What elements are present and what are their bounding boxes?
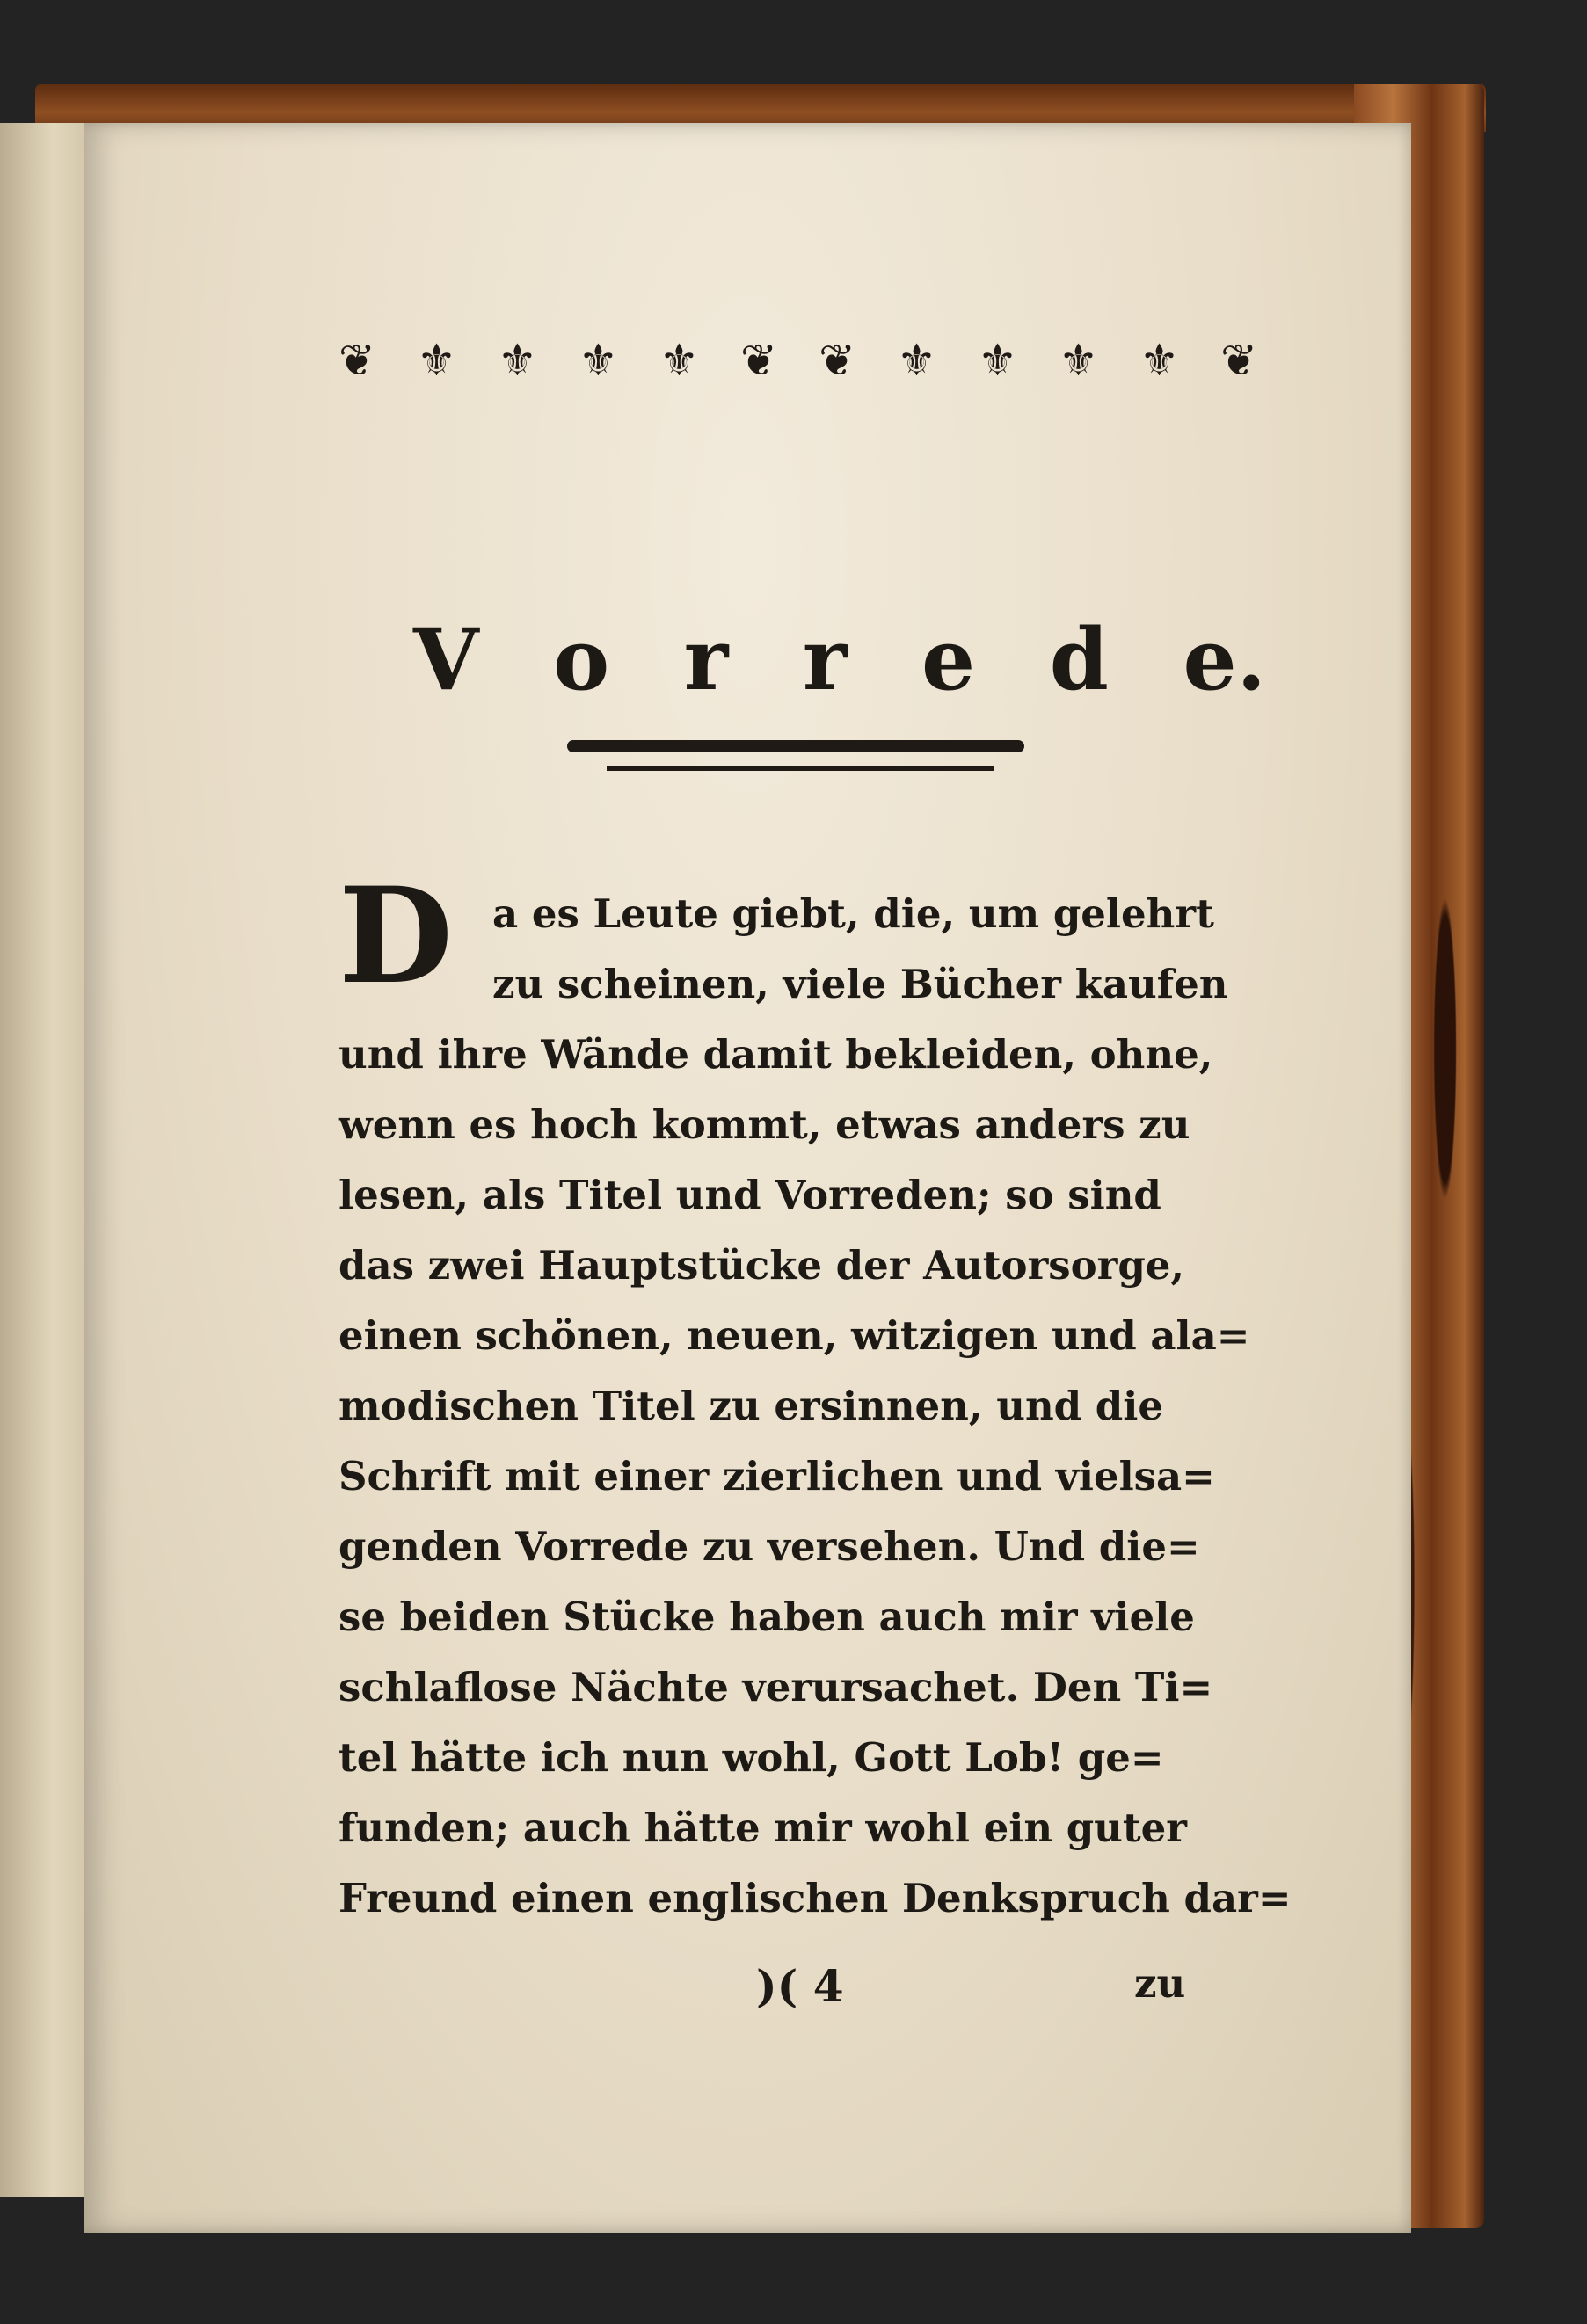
ornament-glyph: ⚜ xyxy=(897,335,936,386)
ornament-glyph: ⚜ xyxy=(1139,335,1179,386)
text-line: Freund einen englischen Denkspruch dar= xyxy=(339,1875,1292,1921)
title-letter: r xyxy=(802,609,848,709)
text-line: a es Leute giebt, die, um gelehrt xyxy=(492,890,1214,937)
drop-cap: D xyxy=(339,859,454,1013)
headpiece-ornament xyxy=(339,330,1257,391)
title-letter: e xyxy=(921,609,976,709)
text-line: tel hätte ich nun wohl, Gott Lob! ge= xyxy=(339,1734,1164,1781)
previous-page-edge xyxy=(0,123,97,2197)
ornament-glyph: ⚜ xyxy=(659,335,699,386)
text-line: Schrift mit einer zierlichen und vielsa= xyxy=(339,1453,1215,1500)
signature-mark: )( 4 xyxy=(756,1960,844,2012)
title-letter: e. xyxy=(1183,609,1266,709)
ornament-glyph: ❦ xyxy=(1220,335,1257,386)
page-title xyxy=(413,606,1266,712)
ornament-glyph: ❦ xyxy=(819,335,855,386)
text-line: schlaflose Nächte verursachet. Den Ti= xyxy=(339,1664,1213,1710)
text-line: einen schönen, neuen, witzigen und ala= xyxy=(339,1312,1250,1359)
title-letter: d xyxy=(1049,609,1109,709)
text-line: genden Vorrede zu versehen. Und die= xyxy=(339,1523,1200,1570)
text-line: das zwei Hauptstücke der Autorsorge, xyxy=(339,1242,1185,1289)
text-line: zu scheinen, viele Bücher kaufen xyxy=(492,961,1228,1007)
catchword: zu xyxy=(1134,1960,1186,2007)
ornament-glyph: ❦ xyxy=(339,335,375,386)
ornament-glyph: ⚜ xyxy=(417,335,456,386)
text-line: wenn es hoch kommt, etwas anders zu xyxy=(339,1101,1190,1148)
text-line: modischen Titel zu ersinnen, und die xyxy=(339,1383,1163,1429)
text-line: lesen, als Titel und Vorreden; so sind xyxy=(339,1172,1161,1218)
body-text xyxy=(339,879,1292,1934)
text-line: se beiden Stücke haben auch mir viele xyxy=(339,1594,1195,1640)
ornament-glyph: ⚜ xyxy=(579,335,618,386)
ornament-glyph: ⚜ xyxy=(1059,335,1098,386)
ornament-glyph: ⚜ xyxy=(978,335,1017,386)
ornament-glyph: ⚜ xyxy=(498,335,537,386)
title-letter: o xyxy=(553,609,610,709)
title-rule-thin xyxy=(607,766,994,771)
ornament-glyph: ❦ xyxy=(740,335,777,386)
title-letter: V xyxy=(413,609,479,709)
text-line: und ihre Wände damit bekleiden, ohne, xyxy=(339,1031,1213,1078)
text-line: funden; auch hätte mir wohl ein guter xyxy=(339,1805,1188,1851)
title-letter: r xyxy=(683,609,729,709)
title-rule-thick xyxy=(567,740,1024,752)
